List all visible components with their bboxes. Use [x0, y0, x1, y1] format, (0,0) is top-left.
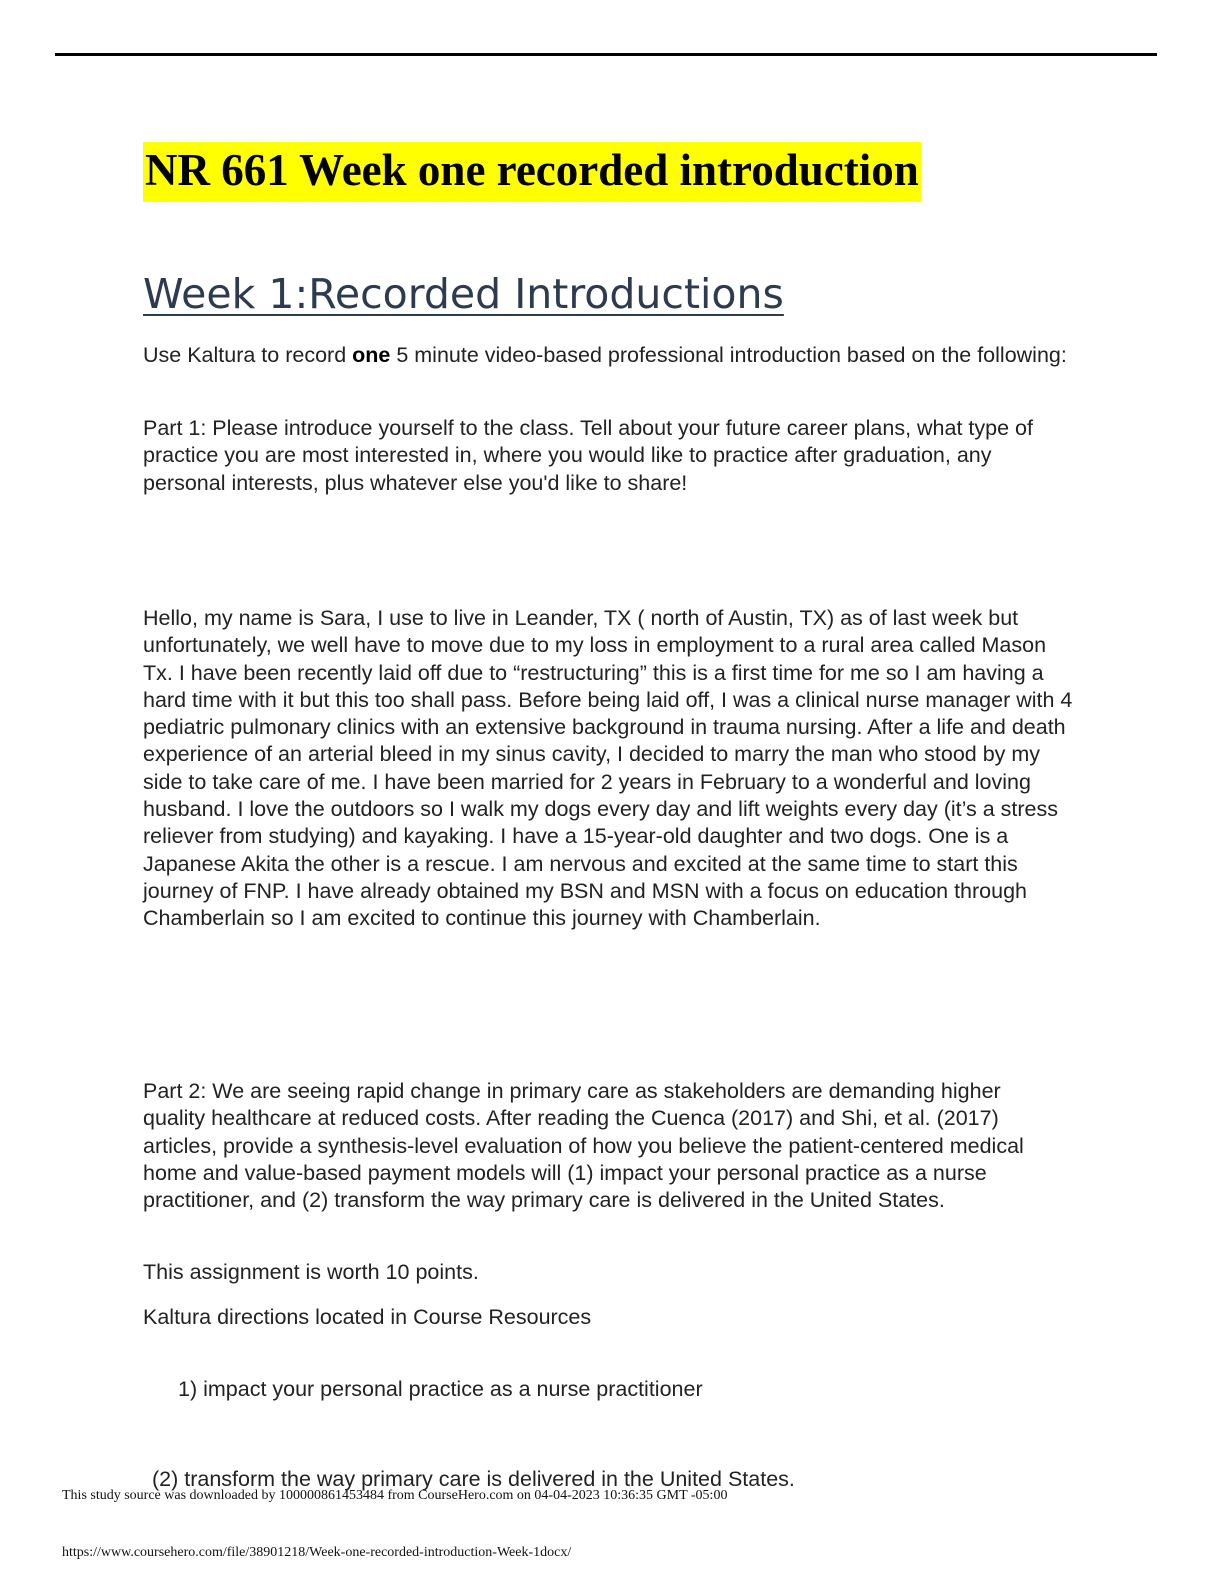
intro-paragraph — [143, 342, 1078, 369]
document-title: NR 661 Week one recorded introduction — [143, 142, 921, 202]
download-notice: This study source was downloaded by 100000861453484 from CourseHero.com on 04-04-2023 10:36:35 GMT -05:00 — [62, 1488, 728, 1503]
part2-paragraph: Part 2: We are seeing rapid change in primary care as stakeholders are demanding higher quality healthcare at reduced costs. After reading the Cuenca (2017) and Shi, et al. (2017) articles, provide a synthesis-level evaluation of how you believe the patient-centered medical home and value-based payment models will (1) impact your personal practice as a nurse practitioner, and (2) transform the way primary care is delivered in the United States. — [143, 1079, 1024, 1213]
top-rule — [55, 53, 1157, 56]
response-paragraph: Hello, my name is Sara, I use to live in Leander, TX ( north of Austin, TX) as of last week but unfortunately, we well have to move due to my loss in employment to a rural area called Mason Tx. I have been recently laid off due to “restructuring” this is a first time for me so I am having a hard time with it but this too shall pass. Before being laid off, I was a clinical nurse manager with 4 pediatric pulmonary clinics with an extensive background in trauma nursing. After a life and death experience of an arterial bleed in my sinus cavity, I decided to marry the man who stood by my side to take care of me. I have been married for 2 years in February to a wonderful and loving husband. I love the outdoors so I walk my dogs every day and lift weights every day (it’s a stress reliever from studying) and kayaking. I have a 15-year-old daughter and two dogs. One is a Japanese Akita the other is a rescue. I am nervous and excited at the same time to start this journey of FNP. I have already obtained my BSN and MSN with a focus on education through Chamberlain so I am excited to continue this journey with Chamberlain. — [143, 606, 1073, 931]
list-item-2: (2) transform the way primary care is delivered in the United States. — [152, 1467, 795, 1491]
part1-paragraph: Part 1: Please introduce yourself to the class. Tell about your future career plans, what type of practice you are most interested in, where you would like to practice after graduation, any personal interests, plus whatever else you'd like to share! — [143, 416, 1033, 495]
intro-suffix: 5 minute video-based professional introduction based on the following: — [390, 343, 1067, 367]
intro-prefix: Use Kaltura to record — [143, 343, 353, 367]
list-item-1: 1) impact your personal practice as a nurse practitioner — [178, 1377, 703, 1401]
section-heading: Week 1:Recorded Introductions — [143, 270, 784, 318]
document-title-wrap — [143, 142, 921, 202]
directions-paragraph: Kaltura directions located in Course Resources — [143, 1305, 592, 1329]
source-url: https://www.coursehero.com/file/38901218/Week-one-recorded-introduction-Week-1docx/ — [62, 1545, 572, 1560]
intro-bold: one — [352, 343, 391, 367]
worth-paragraph: This assignment is worth 10 points. — [143, 1260, 479, 1284]
